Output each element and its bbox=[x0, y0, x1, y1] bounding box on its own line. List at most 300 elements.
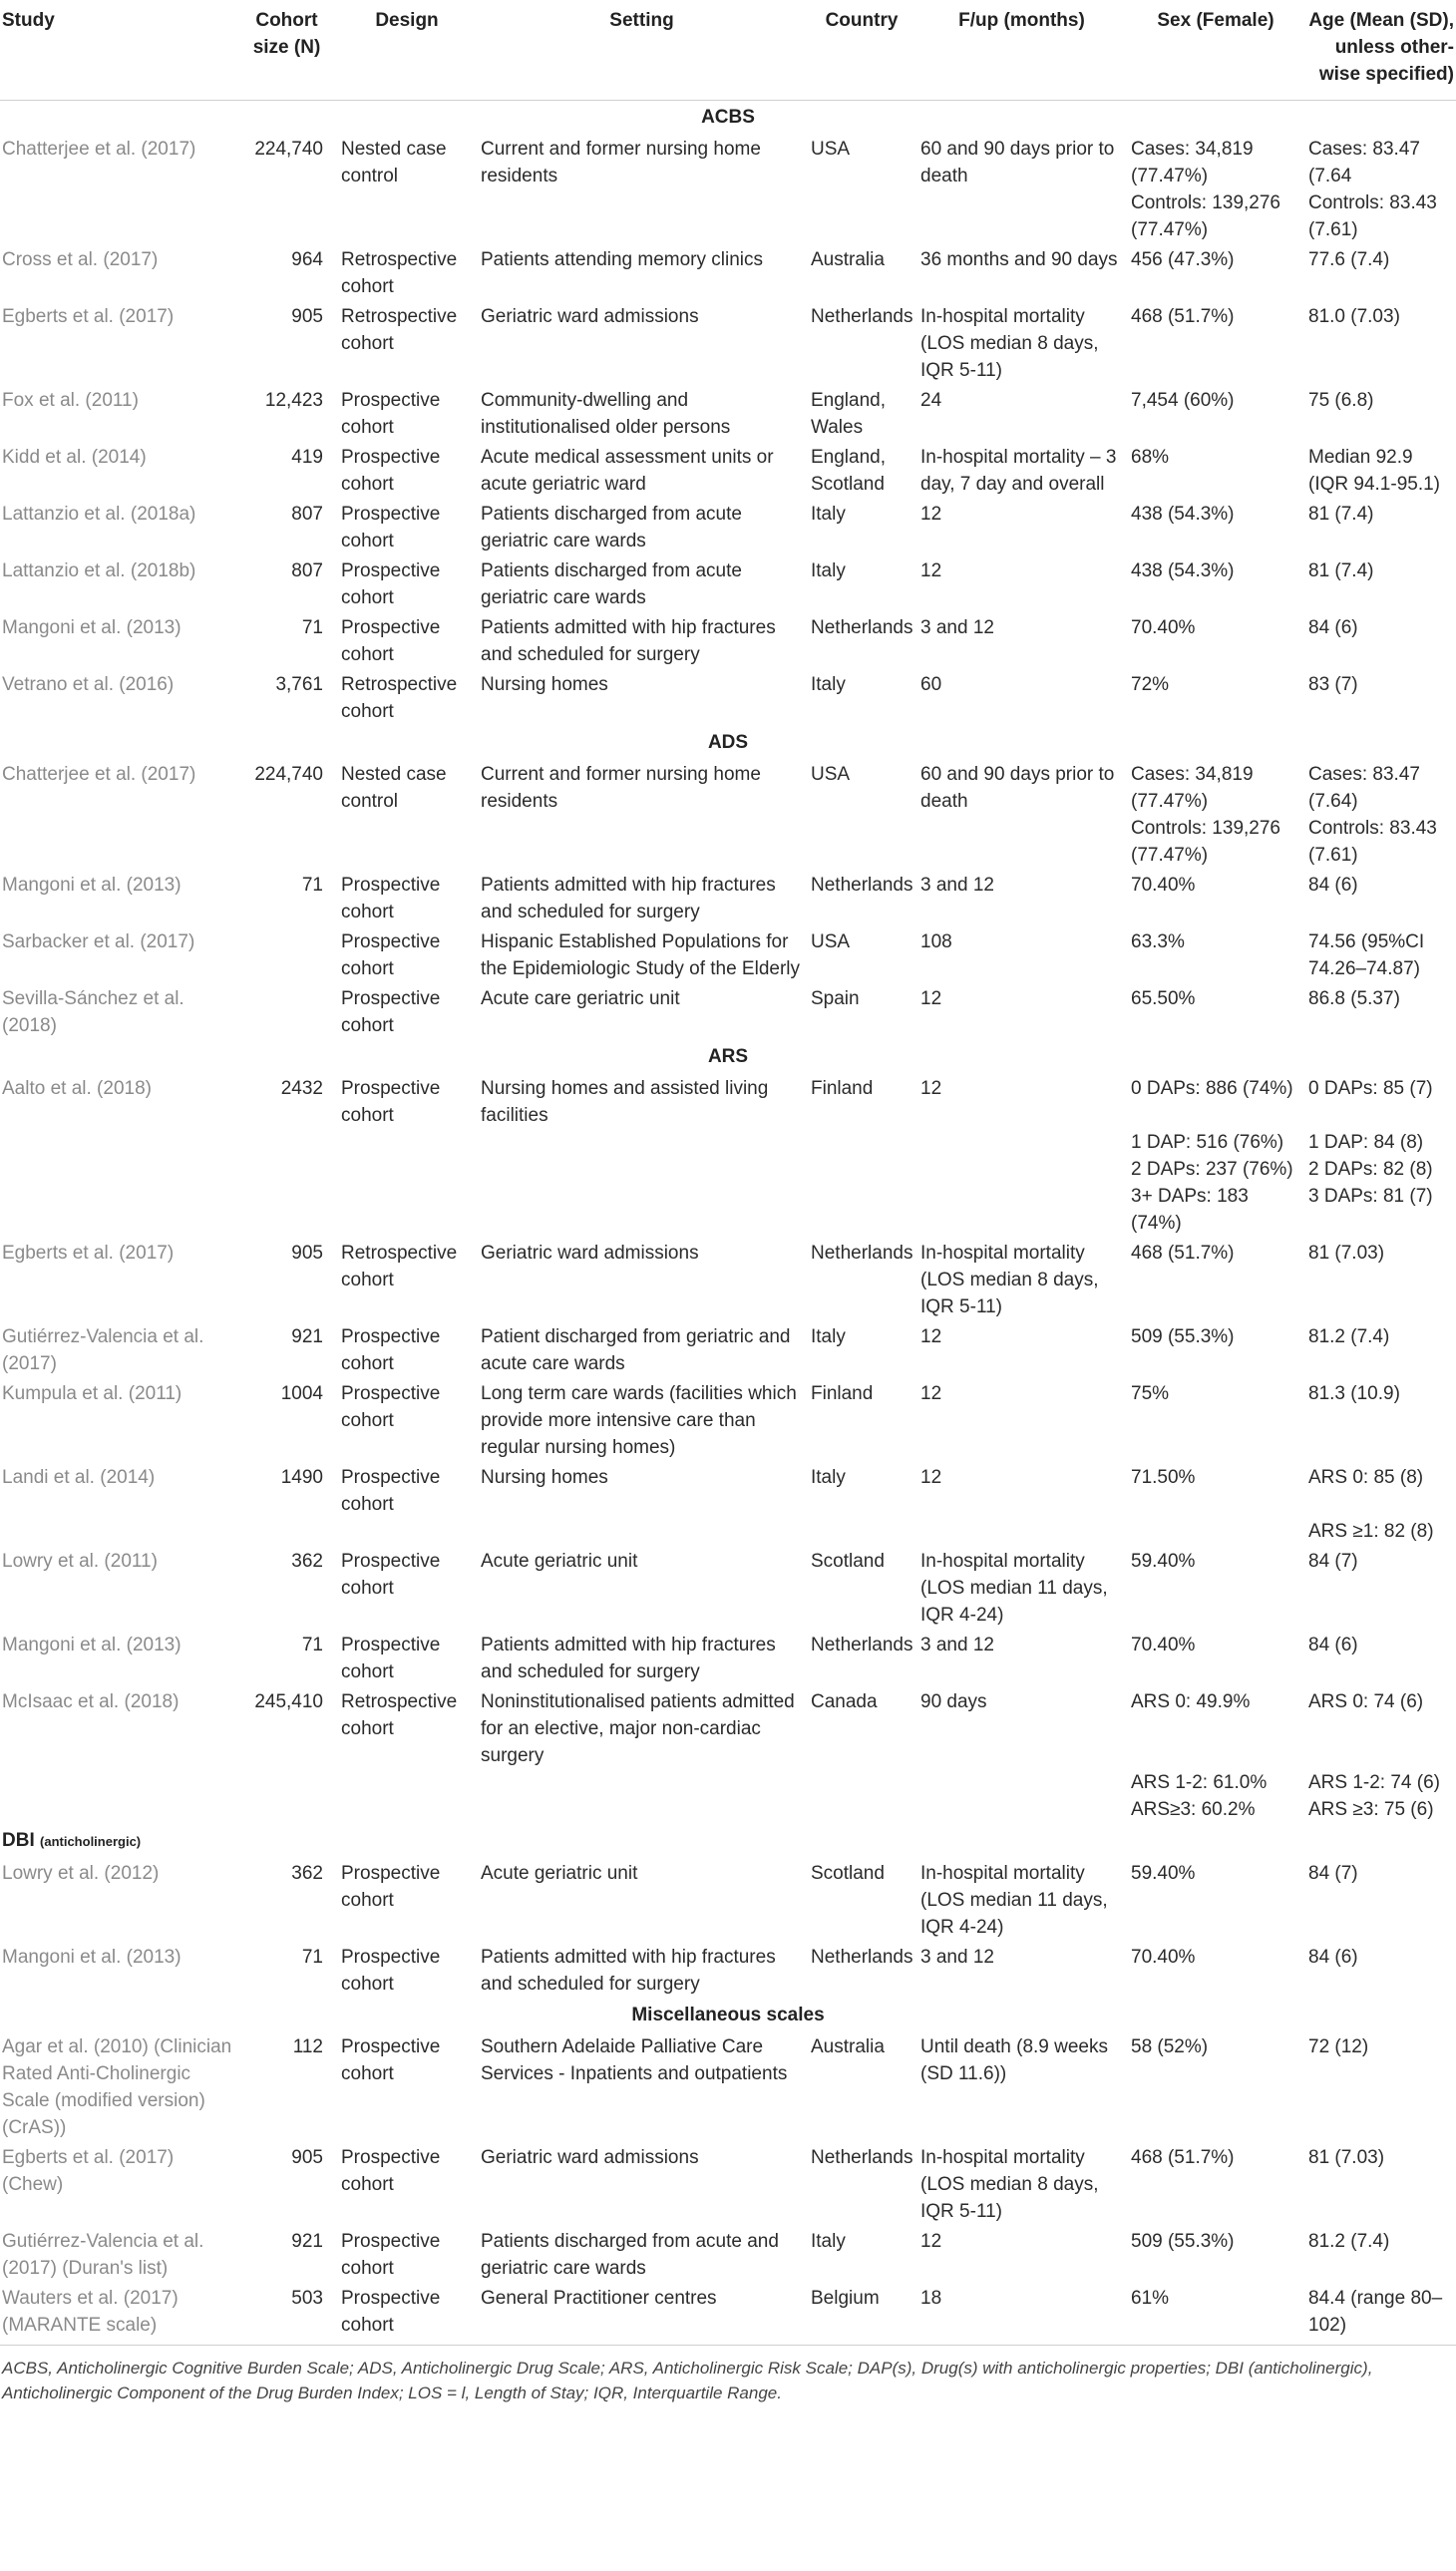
cell-line: 468 (51.7%) bbox=[1131, 2147, 1235, 2168]
cohort-size-cell: 362 bbox=[291, 1551, 323, 1572]
sex-cell bbox=[1127, 134, 1304, 244]
country-cell: USA bbox=[811, 139, 851, 160]
design-cell: Retrospective cohort bbox=[341, 306, 458, 354]
study-cell: Kidd et al. (2014) bbox=[2, 447, 147, 468]
design-cell: Prospective cohort bbox=[341, 560, 441, 608]
setting-cell: General Practitioner centres bbox=[477, 2283, 807, 2346]
age-cell bbox=[1304, 870, 1456, 926]
cell-line: 81 (7.4) bbox=[1308, 560, 1374, 581]
cohort-size-cell: 419 bbox=[291, 447, 323, 468]
setting-cell: Current and former nursing home residents bbox=[481, 139, 761, 186]
setting-cell: Southern Adelaide Palliative Care Services - Inpatients and outpatients bbox=[481, 2036, 788, 2084]
country-cell: Netherlands bbox=[811, 617, 913, 638]
cohort-size-cell: 905 bbox=[291, 2147, 323, 2168]
section-title-text: Miscellaneous scales bbox=[631, 2005, 825, 2025]
study-cell: Chatterjee et al. (2017) bbox=[2, 139, 196, 160]
followup-cell: 12 bbox=[920, 1467, 942, 1488]
table-row bbox=[0, 870, 1456, 926]
country-cell: Finland bbox=[811, 1383, 874, 1404]
cell-line: ARS 0: 74 (6) bbox=[1308, 1691, 1424, 1712]
age-cell bbox=[1304, 385, 1456, 442]
design-cell: Prospective cohort bbox=[341, 988, 441, 1036]
cohort-size-cell: 362 bbox=[291, 1863, 323, 1884]
age-cell bbox=[1304, 1462, 1456, 1546]
cohort-size-cell: 245,410 bbox=[254, 1691, 323, 1712]
design-cell: Prospective cohort bbox=[341, 1635, 441, 1682]
sex-cell bbox=[1127, 1073, 1304, 1238]
study-cell: Mangoni et al. (2013) bbox=[2, 875, 182, 896]
design-cell: Prospective cohort bbox=[341, 1383, 441, 1431]
cell-line: 74.56 (95%CI 74.26–74.87) bbox=[1308, 931, 1425, 979]
sex-cell bbox=[1127, 2142, 1304, 2226]
sex-cell bbox=[1127, 1378, 1304, 1462]
table-row bbox=[0, 612, 1456, 669]
setting-cell: Acute geriatric unit bbox=[481, 1863, 638, 1884]
design-cell: Prospective cohort bbox=[341, 617, 441, 665]
age-cell bbox=[1304, 2283, 1456, 2346]
study-cell: Landi et al. (2014) bbox=[2, 1467, 156, 1488]
setting-cell: Long term care wards (facilities which provide more intensive care than regular nursing homes) bbox=[481, 1383, 797, 1458]
study-cell: Egberts et al. (2017) bbox=[2, 306, 175, 327]
table-row bbox=[0, 2226, 1456, 2283]
cell-line: ARS ≥3: 75 (6) bbox=[1308, 1799, 1434, 1820]
cell-line: ARS 1-2: 74 (6) bbox=[1308, 1772, 1440, 1793]
cohort-size-cell: 71 bbox=[301, 1947, 323, 1968]
section-row bbox=[0, 1999, 1456, 2031]
age-cell bbox=[1304, 1546, 1456, 1630]
table-row bbox=[0, 2031, 1456, 2142]
followup-cell: 12 bbox=[920, 988, 942, 1009]
table-row bbox=[0, 244, 1456, 301]
followup-cell: Until death (8.9 weeks (SD 11.6)) bbox=[920, 2036, 1108, 2084]
setting-cell: Geriatric ward admissions bbox=[481, 2147, 699, 2168]
header-country: Country bbox=[807, 0, 916, 101]
study-cell: Egberts et al. (2017) (Chew) bbox=[2, 2147, 175, 2195]
design-cell: Prospective cohort bbox=[341, 1326, 441, 1374]
cell-line: 84.4 (range 80–102) bbox=[1308, 2288, 1443, 2336]
header-design: Design bbox=[337, 0, 477, 101]
age-cell bbox=[1304, 1686, 1456, 1824]
cell-line: 84 (6) bbox=[1308, 617, 1358, 638]
country-cell: Australia bbox=[811, 249, 885, 270]
cell-line: 81 (7.4) bbox=[1308, 504, 1374, 525]
sex-cell bbox=[1127, 1321, 1304, 1378]
country-cell: Netherlands bbox=[811, 875, 913, 896]
country-cell: Netherlands bbox=[811, 1635, 913, 1655]
setting-cell: Patients admitted with hip fractures and scheduled for surgery bbox=[481, 617, 776, 665]
setting-cell: Current and former nursing home residents bbox=[481, 764, 761, 812]
followup-cell: 12 bbox=[920, 560, 942, 581]
sex-cell bbox=[1127, 612, 1304, 669]
cell-line: 84 (7) bbox=[1308, 1551, 1358, 1572]
age-cell bbox=[1304, 2031, 1456, 2142]
sex-cell bbox=[1127, 442, 1304, 499]
cohort-size-cell: 3,761 bbox=[275, 674, 323, 695]
study-cell: Vetrano et al. (2016) bbox=[2, 674, 175, 695]
followup-cell: In-hospital mortality (LOS median 8 days, IQR 5-11) bbox=[920, 1243, 1099, 1317]
setting-cell: Patients attending memory clinics bbox=[481, 249, 764, 270]
study-cell: Mangoni et al. (2013) bbox=[2, 1947, 182, 1968]
cell-line: 63.3% bbox=[1131, 931, 1185, 952]
header-sex: Sex (Female) bbox=[1127, 0, 1304, 101]
section-title bbox=[0, 1999, 1456, 2031]
design-cell: Nested case control bbox=[341, 139, 447, 186]
study-cell: McIsaac et al. (2018) bbox=[2, 1691, 180, 1712]
sex-cell bbox=[1127, 926, 1304, 983]
sex-cell bbox=[1127, 1238, 1304, 1321]
table-row bbox=[0, 2142, 1456, 2226]
setting-cell: Geriatric ward admissions bbox=[481, 1243, 699, 1264]
cell-line: ARS 1-2: 61.0% bbox=[1131, 1772, 1268, 1793]
table-row bbox=[0, 1858, 1456, 1942]
country-cell: Netherlands bbox=[811, 1243, 913, 1264]
age-cell bbox=[1304, 1378, 1456, 1462]
section-row bbox=[0, 726, 1456, 759]
followup-cell: 108 bbox=[920, 931, 952, 952]
country-cell: Italy bbox=[811, 2231, 846, 2252]
followup-cell: In-hospital mortality (LOS median 8 days, IQR 5-11) bbox=[920, 306, 1099, 381]
cell-line: 2 DAPs: 237 (76%) bbox=[1131, 1159, 1293, 1180]
design-cell: Prospective cohort bbox=[341, 504, 441, 551]
table-row bbox=[0, 1546, 1456, 1630]
cohort-size-cell: 921 bbox=[291, 2231, 323, 2252]
cell-line: 70.40% bbox=[1131, 1635, 1196, 1655]
cell-line: Cases: 83.47 (7.64 bbox=[1308, 139, 1420, 186]
country-cell: Spain bbox=[811, 988, 860, 1009]
followup-cell: 18 bbox=[916, 2283, 1127, 2346]
sex-cell bbox=[1127, 2031, 1304, 2142]
cell-line: 1 DAP: 516 (76%) bbox=[1131, 1132, 1284, 1153]
age-cell bbox=[1304, 2226, 1456, 2283]
table-row bbox=[0, 1321, 1456, 1378]
header-row bbox=[0, 0, 1456, 101]
section-title-subscript: (anticholinergic) bbox=[40, 1834, 142, 1849]
cell-line: 1 DAP: 84 (8) bbox=[1308, 1132, 1424, 1153]
table-row bbox=[0, 983, 1456, 1040]
table-row bbox=[0, 134, 1456, 244]
cell-line: 509 (55.3%) bbox=[1131, 1326, 1235, 1347]
design-cell: Retrospective cohort bbox=[341, 674, 458, 722]
study-cell: Mangoni et al. (2013) bbox=[2, 617, 182, 638]
sex-cell bbox=[1127, 669, 1304, 726]
header-followup: F/up (months) bbox=[916, 0, 1127, 101]
study-cell: Fox et al. (2011) bbox=[2, 390, 139, 411]
cell-line: 70.40% bbox=[1131, 1947, 1196, 1968]
age-cell bbox=[1304, 669, 1456, 726]
header-age: Age (Mean (SD), unless other-wise specified) bbox=[1304, 0, 1456, 101]
followup-cell: 60 bbox=[920, 674, 942, 695]
followup-cell: In-hospital mortality – 3 day, 7 day and overall bbox=[920, 447, 1117, 495]
country-cell: Italy bbox=[811, 560, 846, 581]
age-cell bbox=[1304, 1942, 1456, 1999]
cohort-size-cell bbox=[236, 983, 337, 1040]
sex-cell bbox=[1127, 983, 1304, 1040]
followup-cell: 12 bbox=[920, 1383, 942, 1404]
cell-line: 2 DAPs: 82 (8) bbox=[1308, 1159, 1433, 1180]
setting-cell: Hispanic Established Populations for the Epidemiologic Study of the Elderly bbox=[481, 931, 801, 979]
section-row bbox=[0, 101, 1456, 135]
cell-line: 75% bbox=[1131, 1383, 1170, 1404]
table-row bbox=[0, 1378, 1456, 1462]
setting-cell: Nursing homes bbox=[481, 1467, 608, 1488]
country-cell: Netherlands bbox=[811, 306, 913, 327]
country-cell: Belgium bbox=[807, 2283, 916, 2346]
sex-cell bbox=[1127, 301, 1304, 385]
cell-line: Cases: 34,819 (77.47%) bbox=[1131, 139, 1254, 186]
followup-cell: 3 and 12 bbox=[920, 617, 994, 638]
country-cell: USA bbox=[811, 931, 851, 952]
table-row bbox=[0, 1686, 1456, 1824]
study-cell: Wauters et al. (2017) (MARANTE scale) bbox=[0, 2283, 236, 2346]
cell-line: 77.6 (7.4) bbox=[1308, 249, 1390, 270]
cohort-size-cell: 964 bbox=[291, 249, 323, 270]
cohort-size-cell: 921 bbox=[291, 1326, 323, 1347]
cohort-size-cell: 503 bbox=[236, 2283, 337, 2346]
cell-line: 81.2 (7.4) bbox=[1308, 2231, 1390, 2252]
header-setting: Setting bbox=[477, 0, 807, 101]
age-cell bbox=[1304, 1238, 1456, 1321]
setting-cell: Acute care geriatric unit bbox=[481, 988, 680, 1009]
table-row bbox=[0, 1238, 1456, 1321]
cell-line: 468 (51.7%) bbox=[1131, 1243, 1235, 1264]
followup-cell: 12 bbox=[920, 504, 942, 525]
followup-cell: 36 months and 90 days bbox=[920, 249, 1118, 270]
cell-line: 438 (54.3%) bbox=[1131, 560, 1235, 581]
setting-cell: Patients discharged from acute geriatric care wards bbox=[481, 504, 742, 551]
section-title-text: ADS bbox=[707, 732, 749, 753]
cell-line: 59.40% bbox=[1131, 1551, 1196, 1572]
cell-line: 81 (7.03) bbox=[1308, 1243, 1385, 1264]
setting-cell: Patients admitted with hip fractures and scheduled for surgery bbox=[481, 1635, 776, 1682]
cell-line: ARS 0: 49.9% bbox=[1131, 1691, 1251, 1712]
sex-cell bbox=[1127, 1858, 1304, 1942]
design-cell: Prospective cohort bbox=[341, 1078, 441, 1126]
cell-line: 81.2 (7.4) bbox=[1308, 1326, 1390, 1347]
country-cell: Italy bbox=[811, 674, 846, 695]
table-row bbox=[0, 499, 1456, 555]
cohort-size-cell: 905 bbox=[291, 1243, 323, 1264]
cell-line: 438 (54.3%) bbox=[1131, 504, 1235, 525]
cell-line: 81.3 (10.9) bbox=[1308, 1383, 1400, 1404]
design-cell: Nested case control bbox=[341, 764, 447, 812]
setting-cell: Patients discharged from acute and geriatric care wards bbox=[481, 2231, 779, 2279]
sex-cell bbox=[1127, 244, 1304, 301]
cohort-size-cell: 1004 bbox=[280, 1383, 323, 1404]
design-cell: Prospective cohort bbox=[341, 931, 441, 979]
country-cell: USA bbox=[811, 764, 851, 785]
spacer bbox=[1131, 1102, 1300, 1129]
setting-cell: Nursing homes bbox=[481, 674, 608, 695]
followup-cell: In-hospital mortality (LOS median 8 days, IQR 5-11) bbox=[920, 2147, 1099, 2222]
study-cell: Lowry et al. (2011) bbox=[2, 1551, 158, 1572]
section-title bbox=[0, 1040, 1456, 1073]
sex-cell bbox=[1127, 759, 1304, 870]
age-cell bbox=[1304, 134, 1456, 244]
header-study: Study bbox=[0, 0, 236, 101]
study-cell: Aalto et al. (2018) bbox=[2, 1078, 152, 1099]
cohort-size-cell: 807 bbox=[291, 504, 323, 525]
sex-cell bbox=[1127, 2226, 1304, 2283]
setting-cell: Patient discharged from geriatric and acute care wards bbox=[481, 1326, 791, 1374]
table-row bbox=[0, 555, 1456, 612]
sex-cell bbox=[1127, 499, 1304, 555]
setting-cell: Noninstitutionalised patients admitted for an elective, major non-cardiac surgery bbox=[481, 1691, 795, 1766]
design-cell: Prospective cohort bbox=[341, 2147, 441, 2195]
design-cell: Retrospective cohort bbox=[341, 249, 458, 297]
cell-line: 0 DAPs: 85 (7) bbox=[1308, 1078, 1433, 1099]
cohort-size-cell: 905 bbox=[291, 306, 323, 327]
design-cell: Prospective cohort bbox=[341, 390, 441, 438]
setting-cell: Acute medical assessment units or acute geriatric ward bbox=[481, 447, 774, 495]
country-cell: Netherlands bbox=[811, 2147, 913, 2168]
section-title-text: DBI bbox=[2, 1830, 35, 1851]
cohort-size-cell: 224,740 bbox=[254, 764, 323, 785]
cohort-size-cell: 2432 bbox=[280, 1078, 323, 1099]
cell-line: 456 (47.3%) bbox=[1131, 249, 1235, 270]
cell-line: Controls: 83.43 (7.61) bbox=[1308, 192, 1437, 240]
followup-cell: 60 and 90 days prior to death bbox=[920, 139, 1115, 186]
country-cell: Scotland bbox=[811, 1863, 885, 1884]
cell-line: 81.0 (7.03) bbox=[1308, 306, 1400, 327]
design-cell: Prospective cohort bbox=[341, 1467, 441, 1515]
cell-line: 81 (7.03) bbox=[1308, 2147, 1385, 2168]
cohort-size-cell: 71 bbox=[301, 875, 323, 896]
country-cell: Italy bbox=[811, 1326, 846, 1347]
cohort-size-cell: 12,423 bbox=[264, 390, 323, 411]
table-body bbox=[0, 101, 1456, 2346]
sex-cell bbox=[1127, 1630, 1304, 1686]
country-cell: Finland bbox=[811, 1078, 874, 1099]
cell-line: Controls: 139,276 (77.47%) bbox=[1131, 192, 1280, 240]
design-cell: Prospective cohort bbox=[341, 447, 441, 495]
cell-line: 86.8 (5.37) bbox=[1308, 988, 1400, 1009]
setting-cell: Community-dwelling and institutionalised older persons bbox=[481, 390, 731, 438]
cell-line: 70.40% bbox=[1131, 617, 1196, 638]
cohort-size-cell: 71 bbox=[301, 617, 323, 638]
section-row bbox=[0, 1824, 1456, 1858]
section-title-text: ARS bbox=[707, 1046, 749, 1067]
cell-line: Controls: 139,276 (77.47%) bbox=[1131, 818, 1280, 866]
cell-line: 509 (55.3%) bbox=[1131, 2231, 1235, 2252]
followup-cell: 12 bbox=[920, 2231, 942, 2252]
followup-cell: 24 bbox=[920, 390, 942, 411]
design-cell: Prospective cohort bbox=[341, 1551, 441, 1599]
cell-line: 58 (52%) bbox=[1131, 2036, 1209, 2057]
design-cell: Retrospective cohort bbox=[341, 1691, 458, 1739]
spacer bbox=[1131, 1715, 1300, 1742]
cell-line: Cases: 34,819 (77.47%) bbox=[1131, 764, 1254, 812]
cell-line: 65.50% bbox=[1131, 988, 1196, 1009]
age-cell bbox=[1304, 983, 1456, 1040]
age-cell bbox=[1304, 1630, 1456, 1686]
table-footnote: ACBS, Anticholinergic Cognitive Burden Scale; ADS, Anticholinergic Drug Scale; ARS, Anticholinergic Risk Scale; DAP(s), Drug(s) with anticholinergic properties; DBI (anticholinergic), Anticholinergic Component of the Drug Burden Index; LOS = l, Length of Stay; IQR, Interquartile Range. bbox=[2, 2359, 1373, 2402]
country-cell: Italy bbox=[811, 504, 846, 525]
study-cell: Lowry et al. (2012) bbox=[2, 1863, 160, 1884]
followup-cell: 12 bbox=[920, 1078, 942, 1099]
setting-cell: Geriatric ward admissions bbox=[481, 306, 699, 327]
cell-line: 72% bbox=[1131, 674, 1170, 695]
spacer bbox=[1308, 1491, 1452, 1518]
age-cell bbox=[1304, 1321, 1456, 1378]
age-cell bbox=[1304, 1073, 1456, 1238]
section-title bbox=[0, 726, 1456, 759]
header-cohort-size: Cohort size (N) bbox=[236, 0, 337, 101]
cell-line: 0 DAPs: 886 (74%) bbox=[1131, 1078, 1293, 1099]
country-cell: England, Scotland bbox=[811, 447, 887, 495]
study-cell: Gutiérrez-Valencia et al. (2017) (Duran's list) bbox=[2, 2231, 204, 2279]
study-cell: Egberts et al. (2017) bbox=[2, 1243, 175, 1264]
country-cell: Canada bbox=[811, 1691, 878, 1712]
design-cell: Prospective cohort bbox=[337, 2283, 477, 2346]
cell-line: 61% bbox=[1131, 2288, 1170, 2309]
setting-cell: Patients discharged from acute geriatric care wards bbox=[481, 560, 742, 608]
country-cell: Scotland bbox=[811, 1551, 885, 1572]
section-title bbox=[0, 1824, 1456, 1858]
country-cell: Italy bbox=[811, 1467, 846, 1488]
cell-line: 68% bbox=[1131, 447, 1170, 468]
design-cell: Prospective cohort bbox=[341, 1863, 441, 1911]
spacer bbox=[1308, 1715, 1452, 1742]
study-cell: Chatterjee et al. (2017) bbox=[2, 764, 196, 785]
study-cell: Gutiérrez-Valencia et al. (2017) bbox=[2, 1326, 204, 1374]
age-cell bbox=[1304, 244, 1456, 301]
cohort-size-cell bbox=[236, 926, 337, 983]
table-row bbox=[0, 385, 1456, 442]
cell-line: 3+ DAPs: 183 (74%) bbox=[1131, 1186, 1249, 1234]
design-cell: Prospective cohort bbox=[341, 2036, 441, 2084]
spacer bbox=[1308, 1102, 1452, 1129]
table-row bbox=[0, 669, 1456, 726]
setting-cell: Patients admitted with hip fractures and scheduled for surgery bbox=[481, 875, 776, 922]
sex-cell bbox=[1127, 1546, 1304, 1630]
cell-line: ARS 0: 85 (8) bbox=[1308, 1467, 1424, 1488]
design-cell: Prospective cohort bbox=[341, 875, 441, 922]
table-row bbox=[0, 1073, 1456, 1238]
country-cell: Netherlands bbox=[811, 1947, 913, 1968]
cell-line: 71.50% bbox=[1131, 1467, 1196, 1488]
table-row bbox=[0, 1942, 1456, 1999]
study-cell: Kumpula et al. (2011) bbox=[2, 1383, 182, 1404]
section-title bbox=[0, 101, 1456, 135]
followup-cell: 3 and 12 bbox=[920, 875, 994, 896]
followup-cell: 90 days bbox=[920, 1691, 987, 1712]
study-cell: Mangoni et al. (2013) bbox=[2, 1635, 182, 1655]
age-cell bbox=[1304, 612, 1456, 669]
study-cell: Sarbacker et al. (2017) bbox=[2, 931, 195, 952]
followup-cell: 3 and 12 bbox=[920, 1635, 994, 1655]
setting-cell: Patients admitted with hip fractures and scheduled for surgery bbox=[481, 1947, 776, 1995]
study-cell: Lattanzio et al. (2018a) bbox=[2, 504, 196, 525]
table-row bbox=[0, 2283, 1456, 2346]
cell-line: Controls: 83.43 (7.61) bbox=[1308, 818, 1437, 866]
age-cell bbox=[1304, 2142, 1456, 2226]
country-cell: England, Wales bbox=[811, 390, 887, 438]
cell-line: Median 92.9 (IQR 94.1-95.1) bbox=[1308, 447, 1440, 495]
table-row bbox=[0, 301, 1456, 385]
sex-cell bbox=[1127, 1942, 1304, 1999]
age-cell bbox=[1304, 926, 1456, 983]
cell-line: 84 (6) bbox=[1308, 875, 1358, 896]
sex-cell bbox=[1127, 385, 1304, 442]
sex-cell bbox=[1127, 1686, 1304, 1824]
followup-cell: In-hospital mortality (LOS median 11 days, IQR 4-24) bbox=[920, 1863, 1108, 1938]
design-cell: Prospective cohort bbox=[341, 2231, 441, 2279]
age-cell bbox=[1304, 759, 1456, 870]
table-row bbox=[0, 1462, 1456, 1546]
cohort-size-cell: 1490 bbox=[280, 1467, 323, 1488]
study-cell: Agar et al. (2010) (Clinician Rated Anti-Cholinergic Scale (modified version) (CrAS)) bbox=[2, 2036, 232, 2138]
table-row bbox=[0, 926, 1456, 983]
